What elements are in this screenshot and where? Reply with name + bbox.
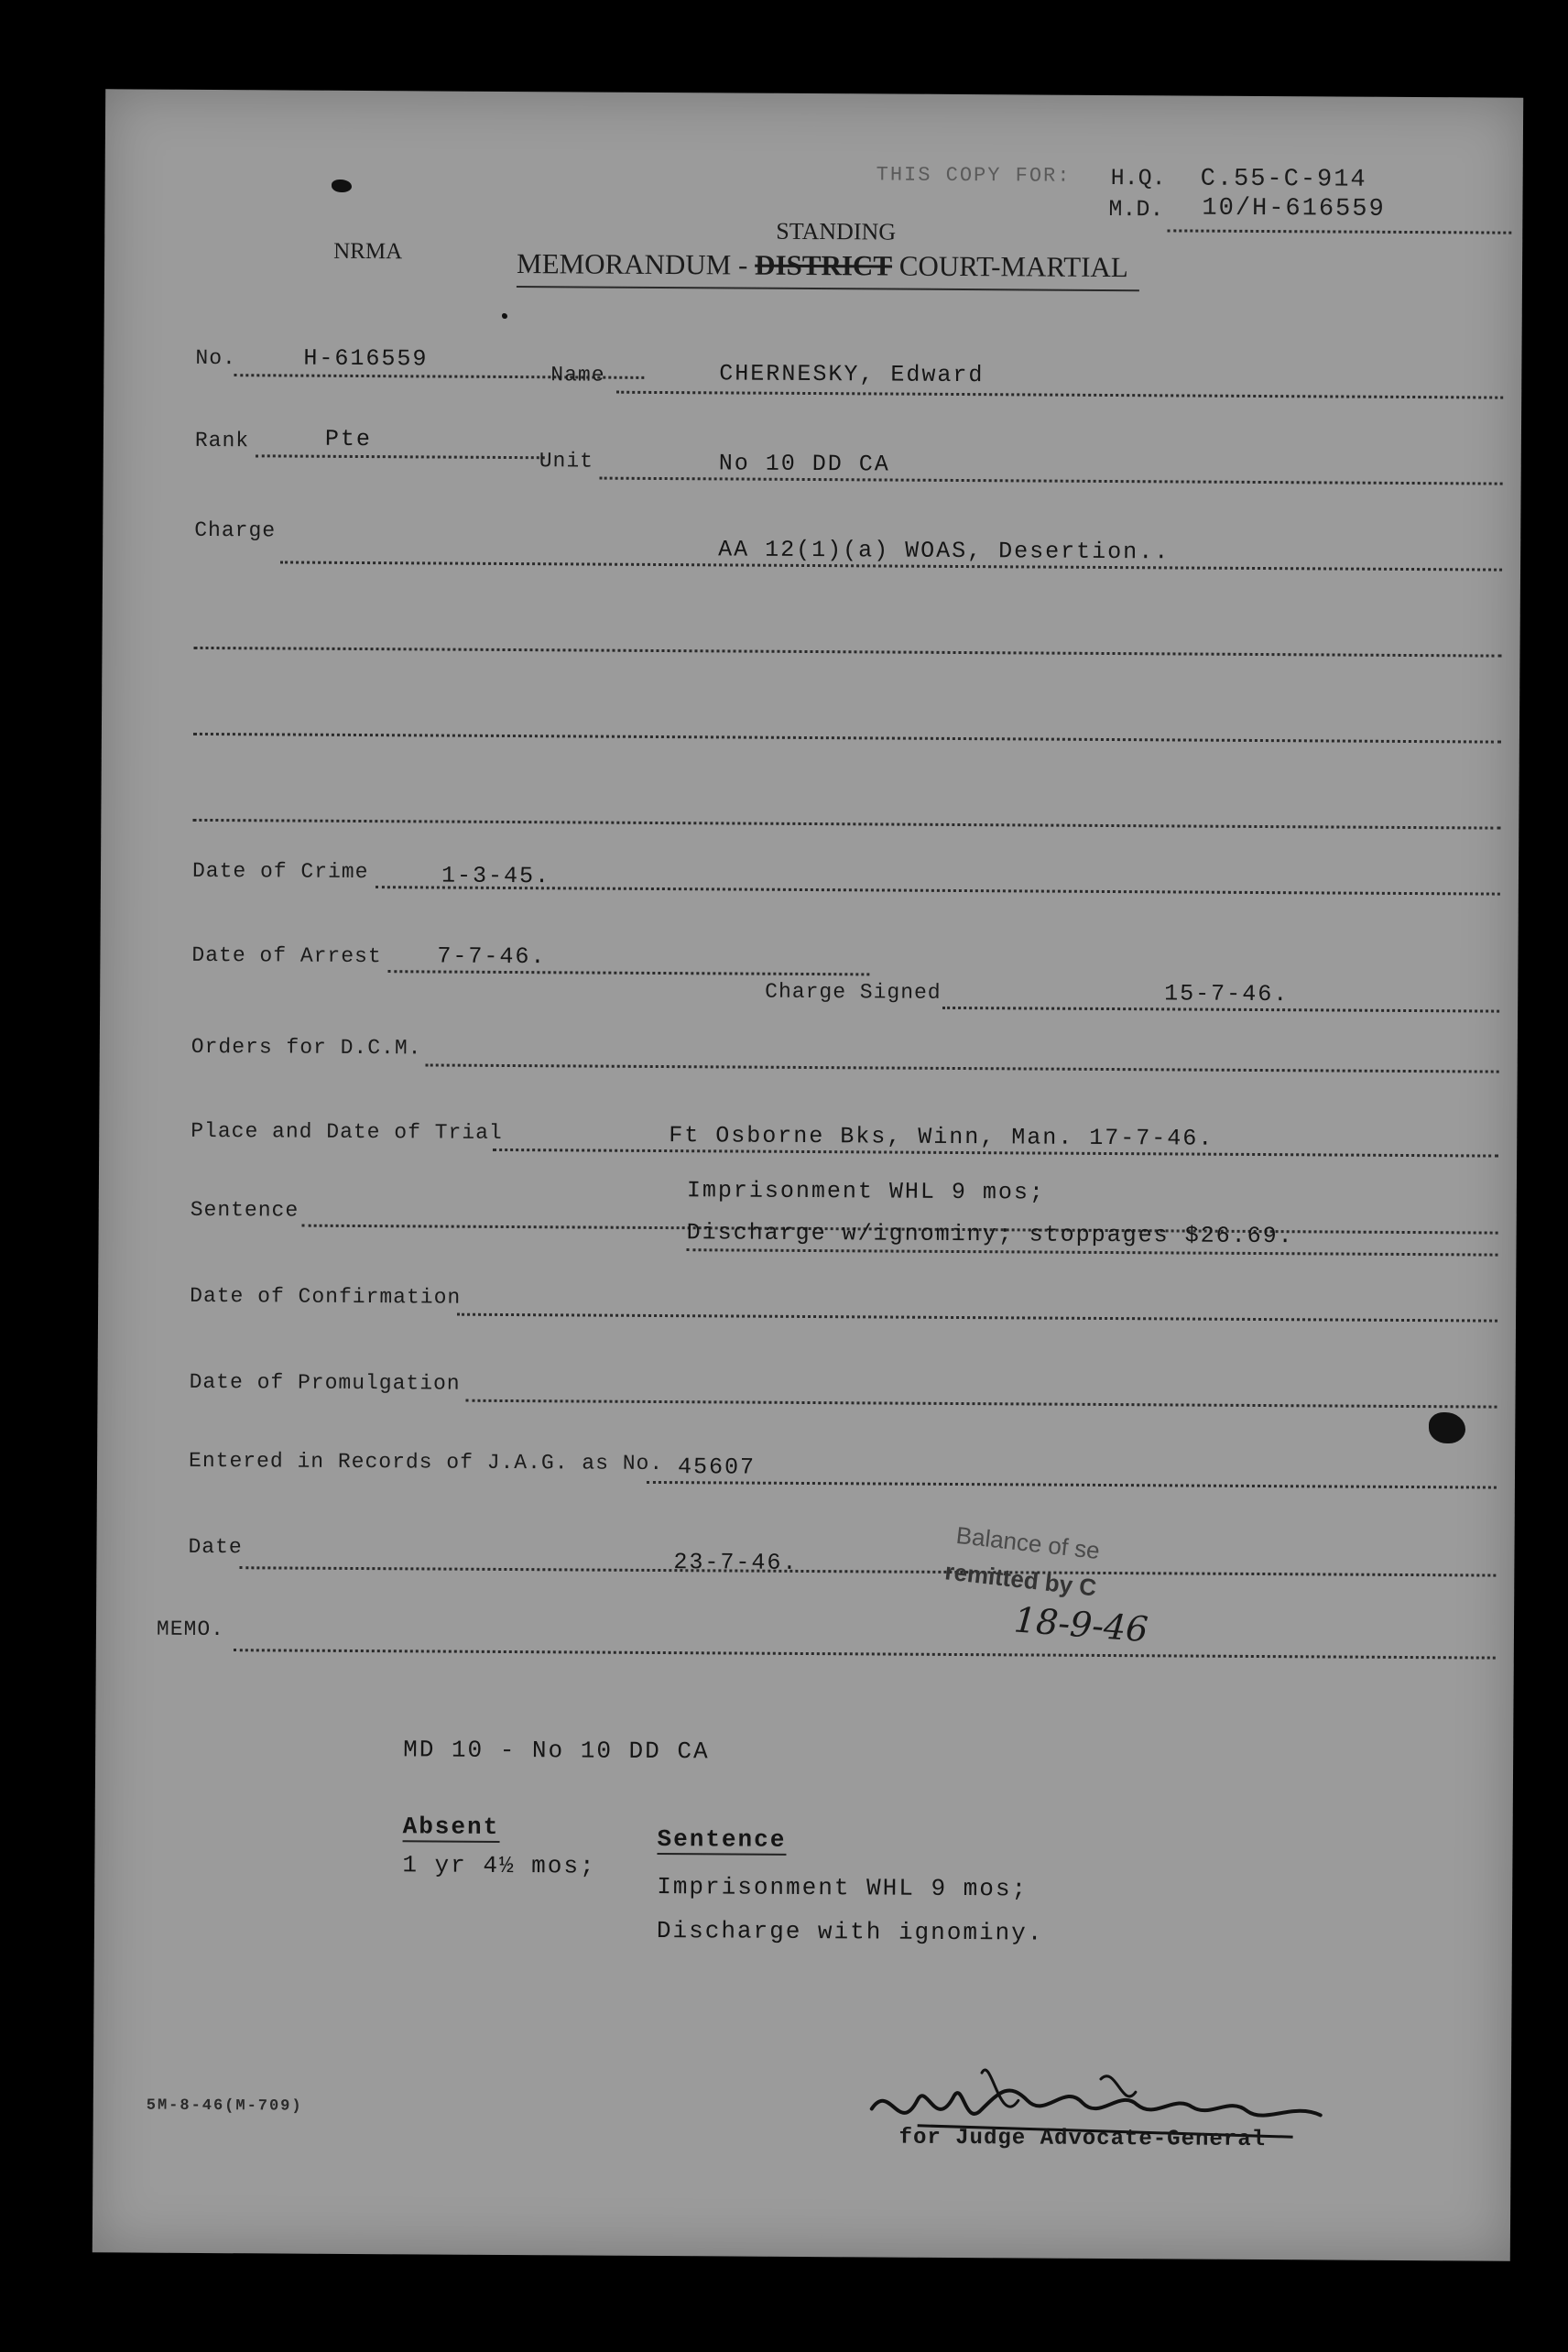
date-line [239, 1566, 1496, 1576]
confirmation-line [457, 1313, 1497, 1323]
sentence-line-2: Discharge w/ignominy; stoppages $26.69. [686, 1219, 1294, 1250]
charge-line-4 [192, 819, 1500, 830]
unit-line [600, 477, 1503, 485]
title-underline [517, 286, 1139, 291]
hq-value: C.55-C-914 [1200, 165, 1367, 194]
rank-label: Rank [194, 428, 250, 453]
name-label: Name [550, 363, 605, 387]
title-court-martial: COURT-MARTIAL [898, 249, 1128, 284]
name-value: CHERNESKY, Edward [719, 360, 985, 389]
date-of-arrest-line [387, 970, 869, 975]
title-memorandum: MEMORANDUM - [516, 247, 748, 281]
charge-signed-label: Charge Signed [765, 979, 942, 1005]
unit-label: Unit [539, 449, 594, 474]
memo-label: MEMO. [156, 1617, 225, 1642]
absent-heading: Absent [402, 1813, 500, 1841]
rank-line [256, 454, 545, 459]
no-value: H-616559 [303, 344, 429, 373]
standing-label: STANDING [776, 217, 897, 245]
memo-sentence-line-1: Imprisonment WHL 9 mos; [657, 1873, 1029, 1903]
remission-stamp-line-1: Balance of se [954, 1520, 1102, 1565]
memo-sentence-line-2: Discharge with ignominy. [656, 1917, 1044, 1947]
entered-records-label: Entered in Records of J.A.G. as No. [189, 1448, 664, 1476]
entered-records-line [647, 1481, 1497, 1489]
promulgation-label: Date of Promulgation [189, 1369, 461, 1396]
confirmation-label: Date of Confirmation [190, 1283, 462, 1310]
sentence-label: Sentence [190, 1197, 299, 1223]
charge-line-2 [193, 647, 1501, 658]
no-label: No. [195, 345, 236, 371]
date-of-crime-value: 1-3-45. [441, 862, 551, 890]
sentence-line-2-rule [686, 1248, 1497, 1256]
md-label: M.D. [1108, 195, 1164, 223]
place-date-trial-label: Place and Date of Trial [191, 1118, 503, 1145]
signature [862, 2044, 1339, 2184]
date-of-crime-label: Date of Crime [191, 858, 369, 885]
sentence-line-1: Imprisonment WHL 9 mos; [686, 1177, 1046, 1206]
title-struck-word: DISTRICT [755, 248, 893, 282]
place-date-trial-value: Ft Osborne Bks, Winn, Man. 17-7-46. [669, 1122, 1214, 1152]
date-of-arrest-value: 7-7-46. [437, 942, 547, 971]
orders-dcm-label: Orders for D.C.M. [191, 1034, 422, 1061]
md-line [1167, 229, 1511, 234]
rank-value: Pte [324, 425, 373, 453]
charge-signed-value: 15-7-46. [1164, 980, 1290, 1008]
charge-line-3 [193, 733, 1501, 744]
date-of-arrest-label: Date of Arrest [191, 942, 382, 969]
charge-signed-line [942, 1007, 1499, 1013]
md-value: 10/H-616559 [1202, 194, 1386, 223]
date-label: Date [188, 1534, 243, 1560]
memo-line [234, 1649, 1496, 1659]
name-line [616, 391, 1503, 399]
entered-records-value: 45607 [677, 1454, 757, 1481]
handwritten-remission-date: 18-9-46 [1012, 1599, 1150, 1650]
absent-value: 1 yr 4½ mos; [402, 1851, 596, 1880]
promulgation-line [465, 1399, 1497, 1409]
memo-sentence-heading: Sentence [657, 1825, 787, 1854]
date-value: 23-7-46. [673, 1549, 799, 1576]
nrma-label: NRMA [333, 238, 403, 265]
unit-value: No 10 DD CA [718, 450, 890, 478]
hq-label: H.Q. [1110, 164, 1166, 192]
this-copy-for-label: THIS COPY FOR: [876, 163, 1072, 188]
charge-label: Charge [194, 517, 277, 543]
memorandum-title [517, 247, 1128, 284]
form-code: 5M-8-46(M-709) [146, 2096, 303, 2116]
remission-stamp-line-2: remitted by C [943, 1557, 1098, 1602]
memo-unit-line: MD 10 - No 10 DD CA [403, 1736, 710, 1766]
court-martial-memorandum [93, 89, 1523, 2260]
signature-caption: for Judge Advocate-General [898, 2125, 1267, 2153]
orders-dcm-line [426, 1063, 1499, 1073]
charge-value: AA 12(1)(a) WOAS, Desertion.. [718, 536, 1171, 566]
